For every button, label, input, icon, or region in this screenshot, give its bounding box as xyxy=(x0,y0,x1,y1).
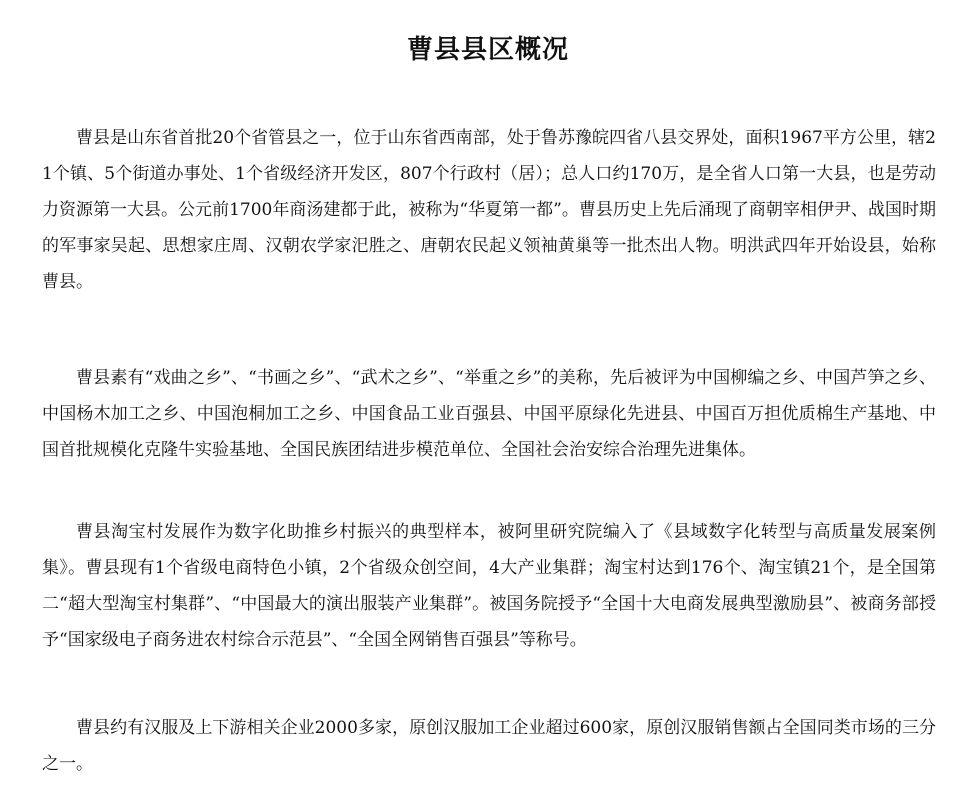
document-title: 曹县县区概况 xyxy=(406,35,569,65)
paragraph-honors: 曹县素有“戏曲之乡”、“书画之乡”、“武术之乡”、“举重之乡”的美称，先后被评为中国柳编之乡、中国芦笋之乡、中国杨木加工之乡、中国泡桐加工之乡、中国食品工业百强县、中国平原绿化先进县、中国百万担优质棉生产基地、中国首批规模化克隆牛实验基地、全国民族团结进步模范单位、全国社会治安综合治理先进集体。 xyxy=(42,368,936,460)
paragraph-hanfu: 曹县约有汉服及上下游相关企业2000多家，原创汉服加工企业超过600家，原创汉服销售额占全国同类市场的三分之一。 xyxy=(42,718,936,774)
paragraph-overview: 曹县是山东省首批20个省管县之一，位于山东省西南部，处于鲁苏豫皖四省八县交界处，面积1967平方公里，辖21个镇、5个街道办事处、1个省级经济开发区，807个行政村（居）；总人口约170万，是全省人口第一大县，也是劳动力资源第一大县。公元前1700年商汤建都于此，被称为“华夏第一都”。曹县历史上先后涌现了商朝宰相伊尹、战国时期的军事家吴起、思想家庄周、汉朝农学家汜胜之、唐朝农民起义领袖黄巢等一批杰出人物。明洪武四年开始设县，始称曹县。 xyxy=(42,128,936,292)
paragraph-ecommerce: 曹县淘宝村发展作为数字化助推乡村振兴的典型样本，被阿里研究院编入了《县域数字化转型与高质量发展案例集》。曹县现有1个省级电商特色小镇，2个省级众创空间，4大产业集群；淘宝村达到176个、淘宝镇21个，是全国第二“超大型淘宝村集群”、“中国最大的演出服装产业集群”。被国务院授予“全国十大电商发展典型激励县”、被商务部授予“国家级电子商务进农村综合示范县”、“全国全网销售百强县”等称号。 xyxy=(42,522,936,650)
